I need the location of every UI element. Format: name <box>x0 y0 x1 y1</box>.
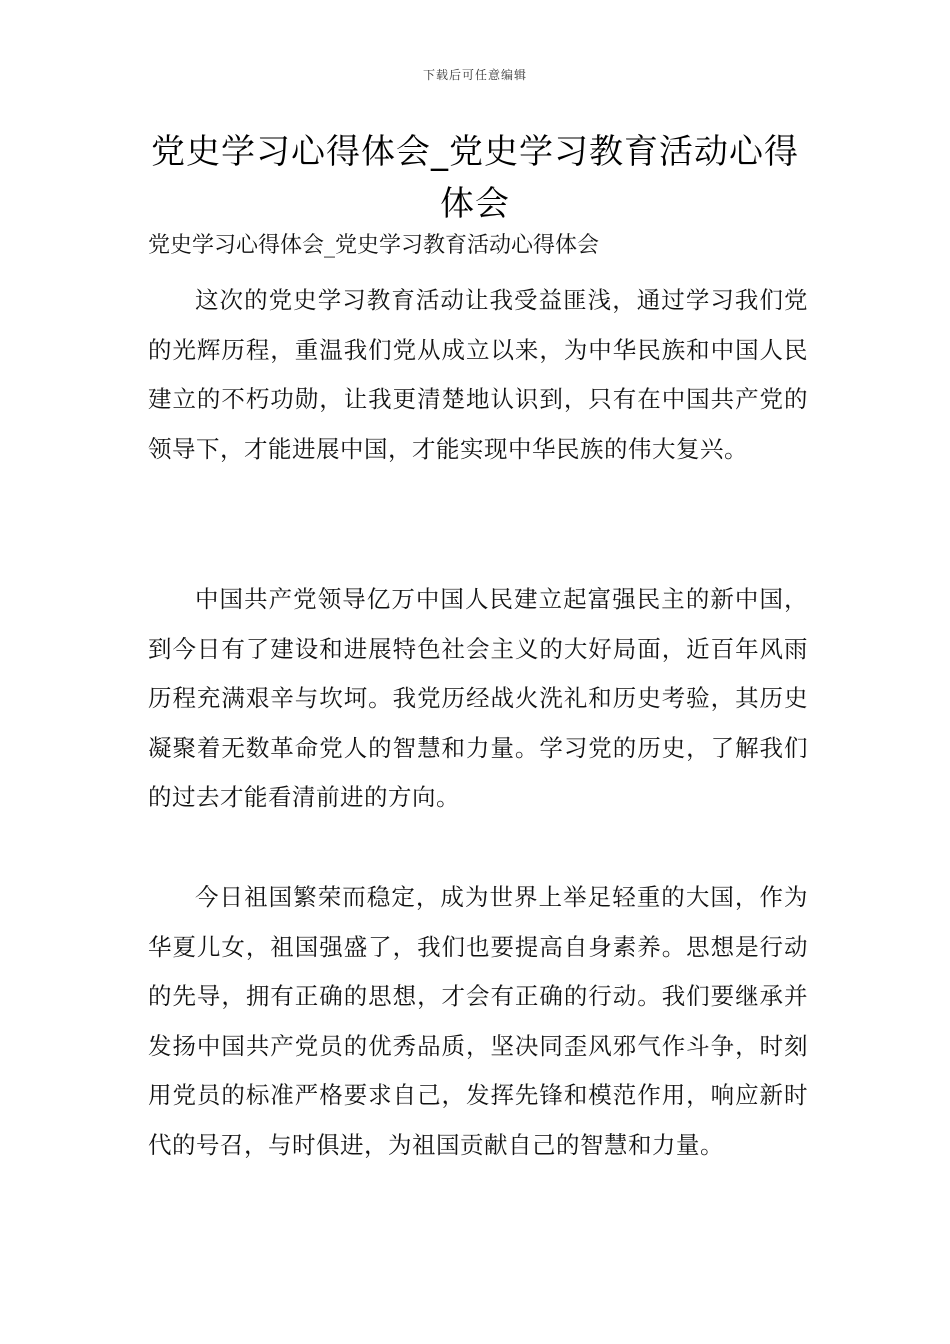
paragraph-1: 这次的党史学习教育活动让我受益匪浅，通过学习我们党的光辉历程，重温我们党从成立以来，为中华民族和中国人民建立的不朽功勋，让我更清楚地认识到，只有在中国共产党的领导下，才能进展中国，才能实现中华民族的伟大复兴。 <box>148 286 808 463</box>
paragraph-3: 今日祖国繁荣而稳定，成为世界上举足轻重的大国，作为华夏儿女，祖国强盛了，我们也要提高自身素养。思想是行动的先导，拥有正确的思想，才会有正确的行动。我们要继承并发扬中国共产党员的优秀品质，坚决同歪风邪气作斗争，时刻用党员的标准严格要求自己，发挥先锋和模范作用，响应新时代的号召，与时俱进，为祖国贡献自己的智慧和力量。 <box>148 883 808 1159</box>
document-subtitle: 党史学习心得体会_党史学习教育活动心得体会 <box>148 233 600 258</box>
header-note: 下载后可任意编辑 <box>422 68 527 82</box>
paragraph-2: 中国共产党领导亿万中国人民建立起富强民主的新中国，到今日有了建设和进展特色社会主义的大好局面，近百年风雨历程充满艰辛与坎坷。我党历经战火洗礼和历史考验，其历史凝聚着无数革命党人的智慧和力量。学习党的历史，了解我们的过去才能看清前进的方向。 <box>148 585 808 811</box>
document-title: 党史学习心得体会_党史学习教育活动心得体会 <box>151 132 799 224</box>
